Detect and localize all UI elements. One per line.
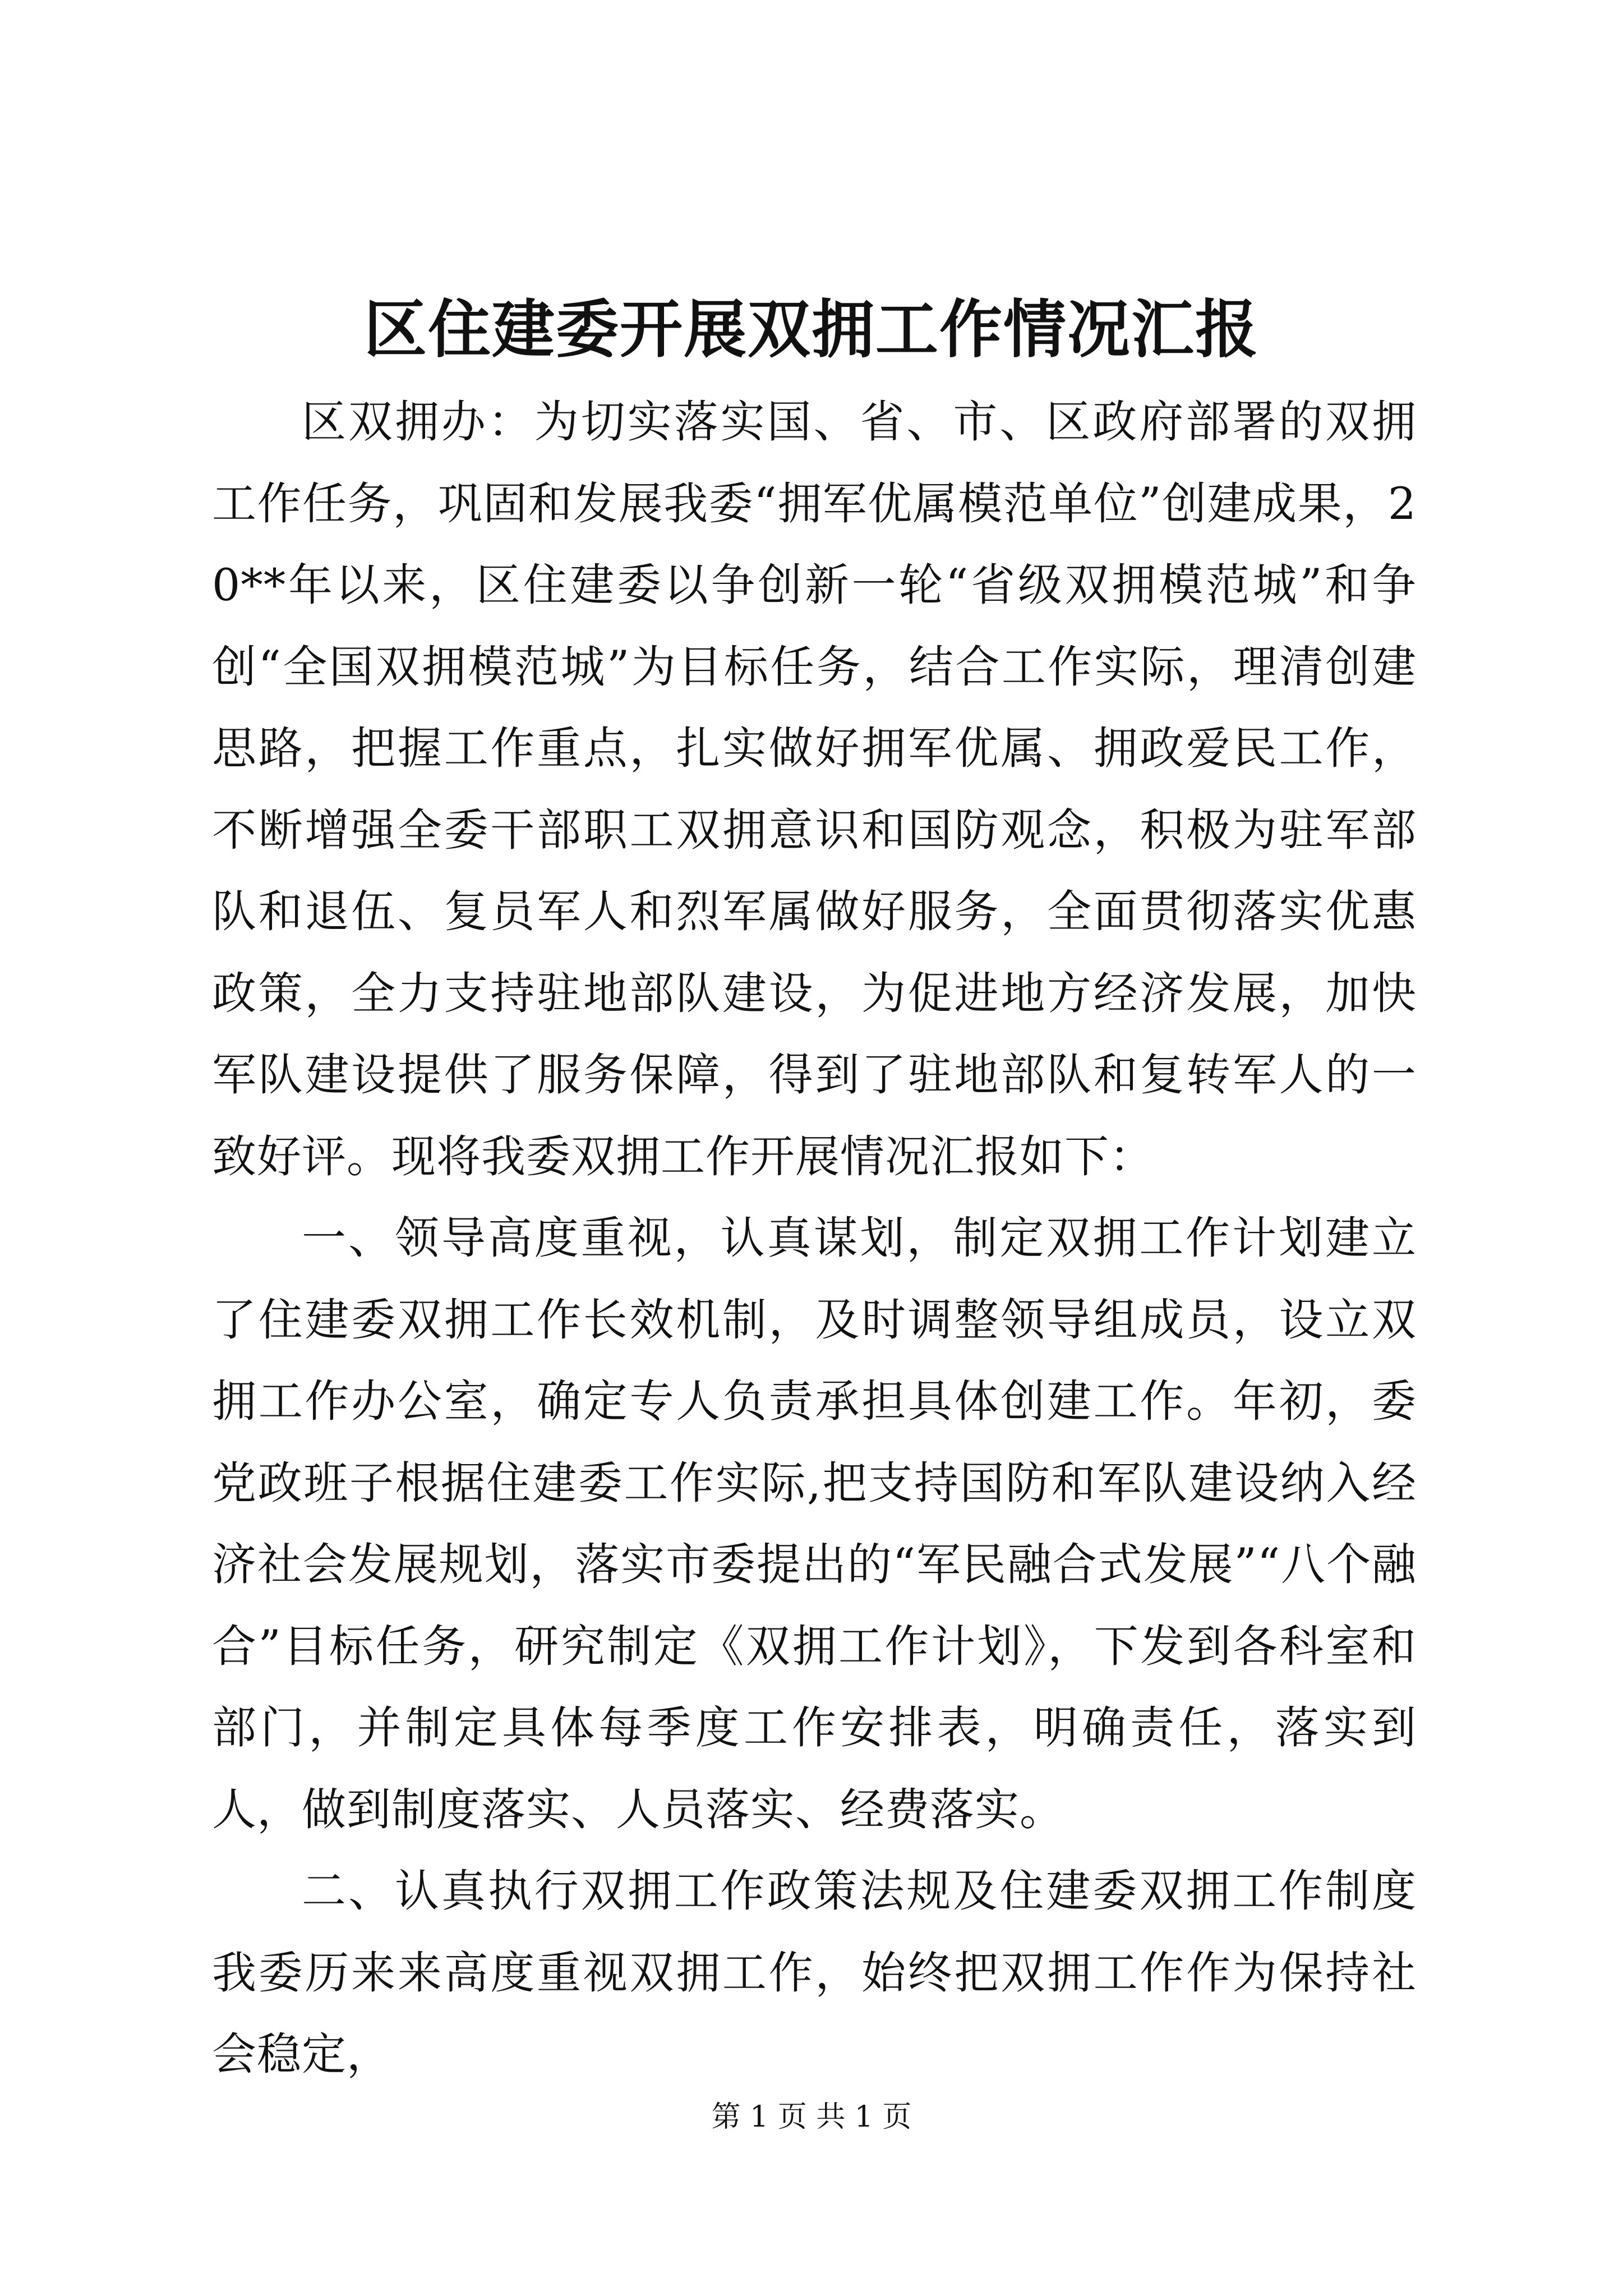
paragraph-section-2: 二、认真执行双拥工作政策法规及住建委双拥工作制度我委历来来高度重视双拥工作，始终把双拥工作作为保持社会稳定，: [212, 1865, 1417, 2080]
paragraph-intro: 区双拥办：为切实落实国、省、市、区政府部署的双拥工作任务，巩固和发展我委“拥军优属模范单位”创建成果，20**年以来，区住建委以争创新一轮“省级双拥模范城”和争创“全国双拥模范城”为目标任务，结合工作实际，理清创建思路，把握工作重点，扎实做好拥军优属、拥政爱民工作，不断增强全委干部职工双拥意识和国防观念，积极为驻军部队和退伍、复员军人和烈军属做好服务，全面贯彻落实优惠政策，全力支持驻地部队建设，为促进地方经济发展，加快军队建设提供了服务保障，得到了驻地部队和复转军人的一致好评。现将我委双拥工作开展情况汇报如下：: [212, 396, 1417, 1182]
document-body: [212, 381, 1417, 2096]
document-title: 区住建委开展双拥工作情况汇报: [364, 293, 1259, 366]
paragraph-section-1: 一、领导高度重视，认真谋划，制定双拥工作计划建立了住建委双拥工作长效机制，及时调整领导组成员，设立双拥工作办公室，确定专人负责承担具体创建工作。年初，委党政班子根据住建委工作实际,把支持国防和军队建设纳入经济社会发展规划，落实市委提出的“军民融合式发展”“八个融合”目标任务，研究制定《双拥工作计划》，下发到各科室和部门，并制定具体每季度工作安排表，明确责任，落实到人，做到制度落实、人员落实、经费落实。: [212, 1212, 1417, 1835]
page-footer: 第 1 页 共 1 页: [711, 2100, 912, 2134]
